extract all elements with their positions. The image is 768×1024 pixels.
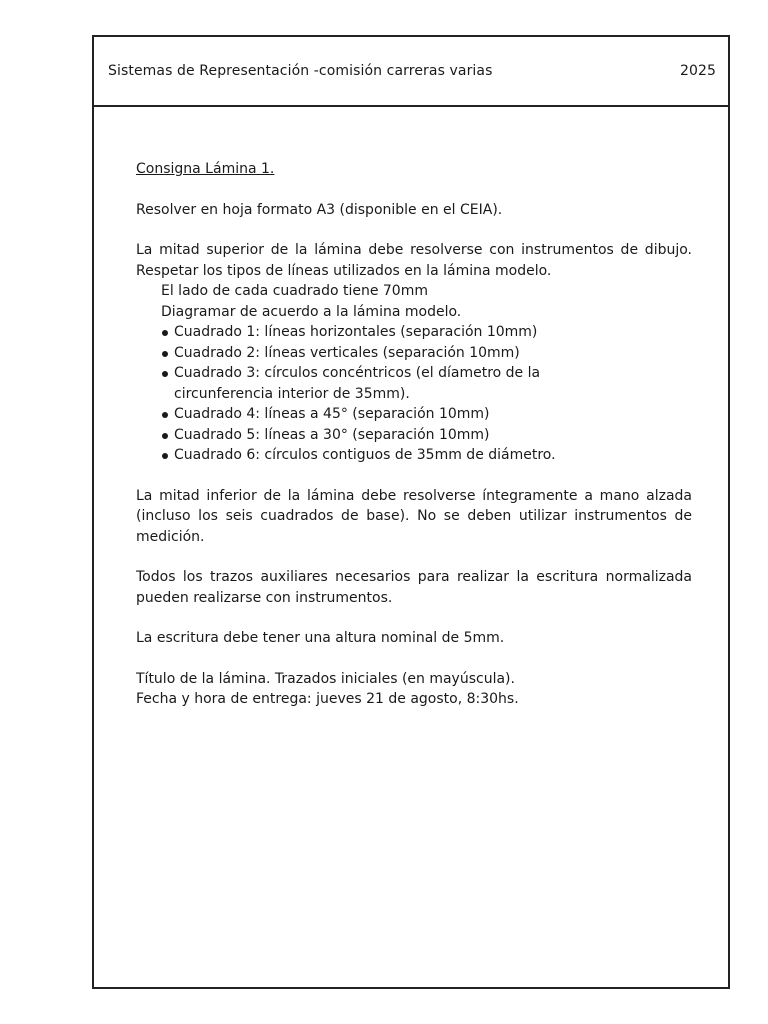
squares-list — [136, 322, 692, 466]
format-paragraph: Resolver en hoja formato A3 (disponible en el CEIA). — [136, 201, 503, 218]
deadline-line: Fecha y hora de entrega: jueves 21 de agosto, 8:30hs. — [136, 691, 519, 707]
assignment-body — [136, 159, 692, 710]
layout-note: Diagramar de acuerdo a la lámina modelo. — [161, 303, 462, 320]
lettering-paragraph: La escritura debe tener una altura nominal de 5mm. — [136, 630, 505, 646]
list-item: Cuadrado 1: líneas horizontales (separación 10mm) — [160, 322, 692, 343]
document-header — [94, 37, 728, 107]
auxiliary-paragraph: Todos los trazos auxiliares necesarios para realizar la escritura normalizada pueden realizarse con instrumentos. — [136, 569, 692, 606]
list-item: Cuadrado 3: círculos concéntricos (el díametro de la circunferencia interior de 35mm). — [160, 363, 594, 404]
year-label: 2025 — [679, 63, 716, 79]
lower-half-paragraph: La mitad inferior de la lámina debe resolverse íntegramente a mano alzada (incluso los seis cuadrados de base). No se deben utilizar instrumentos de medición. — [136, 487, 692, 545]
document-sheet — [92, 35, 730, 989]
list-item: Cuadrado 5: líneas a 30° (separación 10mm) — [160, 425, 692, 446]
assignment-title: Consigna Lámina 1. — [136, 161, 275, 177]
square-side-note: El lado de cada cuadrado tiene 70mm — [161, 283, 428, 299]
upper-half-paragraph: La mitad superior de la lámina debe resolverse con instrumentos de dibujo. Respetar los tipos de líneas utilizados en la lámina modelo. — [136, 242, 692, 279]
list-item: Cuadrado 2: líneas verticales (separación 10mm) — [160, 343, 692, 364]
list-item: Cuadrado 6: círculos contiguos de 35mm de diámetro. — [160, 445, 692, 466]
course-title: Sistemas de Representación -comisión carreras varias — [108, 63, 493, 79]
list-item: Cuadrado 4: líneas a 45° (separación 10mm) — [160, 404, 692, 425]
sheet-title-line: Título de la lámina. Trazados iniciales (en mayúscula). — [136, 670, 515, 687]
